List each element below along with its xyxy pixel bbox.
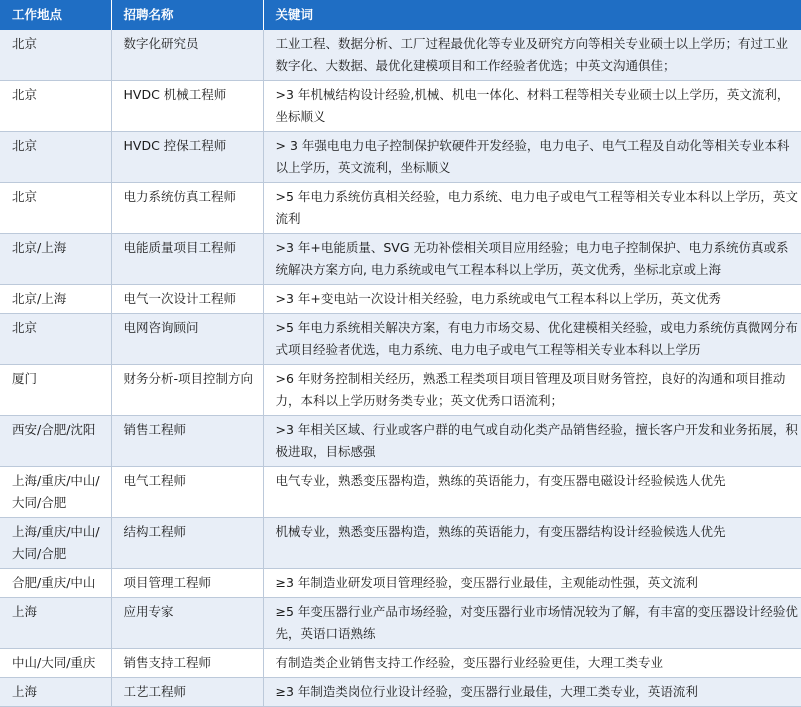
cell-location: 北京 bbox=[0, 30, 111, 81]
cell-location: 上海 bbox=[0, 678, 111, 707]
cell-location: 上海/重庆/中山/大同/合肥 bbox=[0, 467, 111, 518]
cell-position: HVDC 控保工程师 bbox=[111, 132, 263, 183]
cell-location: 上海/重庆/中山/大同/合肥 bbox=[0, 518, 111, 569]
cell-keywords: 工业工程、数据分析、工厂过程最优化等专业及研究方向等相关专业硕士以上学历；有过工业数字化、大数据、最优化建模项目和工作经验者优选；中英文沟通俱佳； bbox=[263, 30, 801, 81]
cell-position: 项目管理工程师 bbox=[111, 569, 263, 598]
cell-location: 上海 bbox=[0, 598, 111, 649]
cell-keywords: 电气专业，熟悉变压器构造，熟练的英语能力，有变压器电磁设计经验候选人优先 bbox=[263, 467, 801, 518]
cell-location: 北京 bbox=[0, 81, 111, 132]
table-row bbox=[0, 649, 801, 678]
cell-position: 电气一次设计工程师 bbox=[111, 285, 263, 314]
table-row bbox=[0, 678, 801, 707]
cell-keywords: >3 年机械结构设计经验,机械、机电一体化、材料工程等相关专业硕士以上学历，英文流利，坐标顺义 bbox=[263, 81, 801, 132]
table-row bbox=[0, 183, 801, 234]
cell-keywords: >3 年相关区域、行业或客户群的电气或自动化类产品销售经验，擅长客户开发和业务拓展，积极进取，目标感强 bbox=[263, 416, 801, 467]
cell-position: 结构工程师 bbox=[111, 518, 263, 569]
cell-keywords: ≥5 年变压器行业产品市场经验，对变压器行业市场情况较为了解，有丰富的变压器设计经验优先，英语口语熟练 bbox=[263, 598, 801, 649]
header-location: 工作地点 bbox=[0, 0, 111, 30]
cell-keywords: 有制造类企业销售支持工作经验，变压器行业经验更佳，大理工类专业 bbox=[263, 649, 801, 678]
cell-location: 厦门 bbox=[0, 365, 111, 416]
table-header-row bbox=[0, 0, 801, 30]
cell-keywords: ≥3 年制造类岗位行业设计经验，变压器行业最佳，大理工类专业，英语流利 bbox=[263, 678, 801, 707]
table-row bbox=[0, 234, 801, 285]
cell-position: HVDC 机械工程师 bbox=[111, 81, 263, 132]
cell-keywords: >3 年+电能质量、SVG 无功补偿相关项目应用经验；电力电子控制保护、电力系统仿真或系统解决方案方向, 电力系统或电气工程本科以上学历，英文优秀，坐标北京或上海 bbox=[263, 234, 801, 285]
cell-location: 北京 bbox=[0, 132, 111, 183]
cell-location: 西安/合肥/沈阳 bbox=[0, 416, 111, 467]
table-row bbox=[0, 518, 801, 569]
table-row bbox=[0, 314, 801, 365]
cell-keywords: >5 年电力系统仿真相关经验，电力系统、电力电子或电气工程等相关专业本科以上学历，英文流利 bbox=[263, 183, 801, 234]
cell-position: 电气工程师 bbox=[111, 467, 263, 518]
table-row bbox=[0, 569, 801, 598]
header-position: 招聘名称 bbox=[111, 0, 263, 30]
cell-keywords: >6 年财务控制相关经历，熟悉工程类项目项目管理及项目财务管控，良好的沟通和项目推动力，本科以上学历财务类专业；英文优秀口语流利； bbox=[263, 365, 801, 416]
cell-location: 北京 bbox=[0, 314, 111, 365]
table-row bbox=[0, 365, 801, 416]
cell-keywords: >3 年+变电站一次设计相关经验，电力系统或电气工程本科以上学历，英文优秀 bbox=[263, 285, 801, 314]
cell-position: 数字化研究员 bbox=[111, 30, 263, 81]
cell-location: 北京 bbox=[0, 183, 111, 234]
cell-location: 合肥/重庆/中山 bbox=[0, 569, 111, 598]
cell-keywords: > 3 年强电电力电子控制保护软硬件开发经验，电力电子、电气工程及自动化等相关专业本科以上学历，英文流利，坐标顺义 bbox=[263, 132, 801, 183]
cell-position: 电网咨询顾问 bbox=[111, 314, 263, 365]
cell-position: 销售工程师 bbox=[111, 416, 263, 467]
header-keywords: 关键词 bbox=[263, 0, 801, 30]
cell-position: 销售支持工程师 bbox=[111, 649, 263, 678]
table-row bbox=[0, 467, 801, 518]
cell-location: 中山/大同/重庆 bbox=[0, 649, 111, 678]
cell-keywords: 机械专业，熟悉变压器构造，熟练的英语能力，有变压器结构设计经验候选人优先 bbox=[263, 518, 801, 569]
cell-position: 应用专家 bbox=[111, 598, 263, 649]
cell-position: 工艺工程师 bbox=[111, 678, 263, 707]
table-row bbox=[0, 81, 801, 132]
cell-position: 电力系统仿真工程师 bbox=[111, 183, 263, 234]
cell-keywords: >5 年电力系统相关解决方案，有电力市场交易、优化建模相关经验，或电力系统仿真微网分布式项目经验者优选，电力系统、电力电子或电气工程等相关专业本科以上学历 bbox=[263, 314, 801, 365]
table-row bbox=[0, 30, 801, 81]
table-row bbox=[0, 285, 801, 314]
table-row bbox=[0, 598, 801, 649]
cell-position: 电能质量项目工程师 bbox=[111, 234, 263, 285]
cell-location: 北京/上海 bbox=[0, 234, 111, 285]
table-row bbox=[0, 416, 801, 467]
cell-position: 财务分析-项目控制方向 bbox=[111, 365, 263, 416]
table-row bbox=[0, 132, 801, 183]
cell-keywords: ≥3 年制造业研发项目管理经验，变压器行业最佳，主观能动性强，英文流利 bbox=[263, 569, 801, 598]
cell-location: 北京/上海 bbox=[0, 285, 111, 314]
